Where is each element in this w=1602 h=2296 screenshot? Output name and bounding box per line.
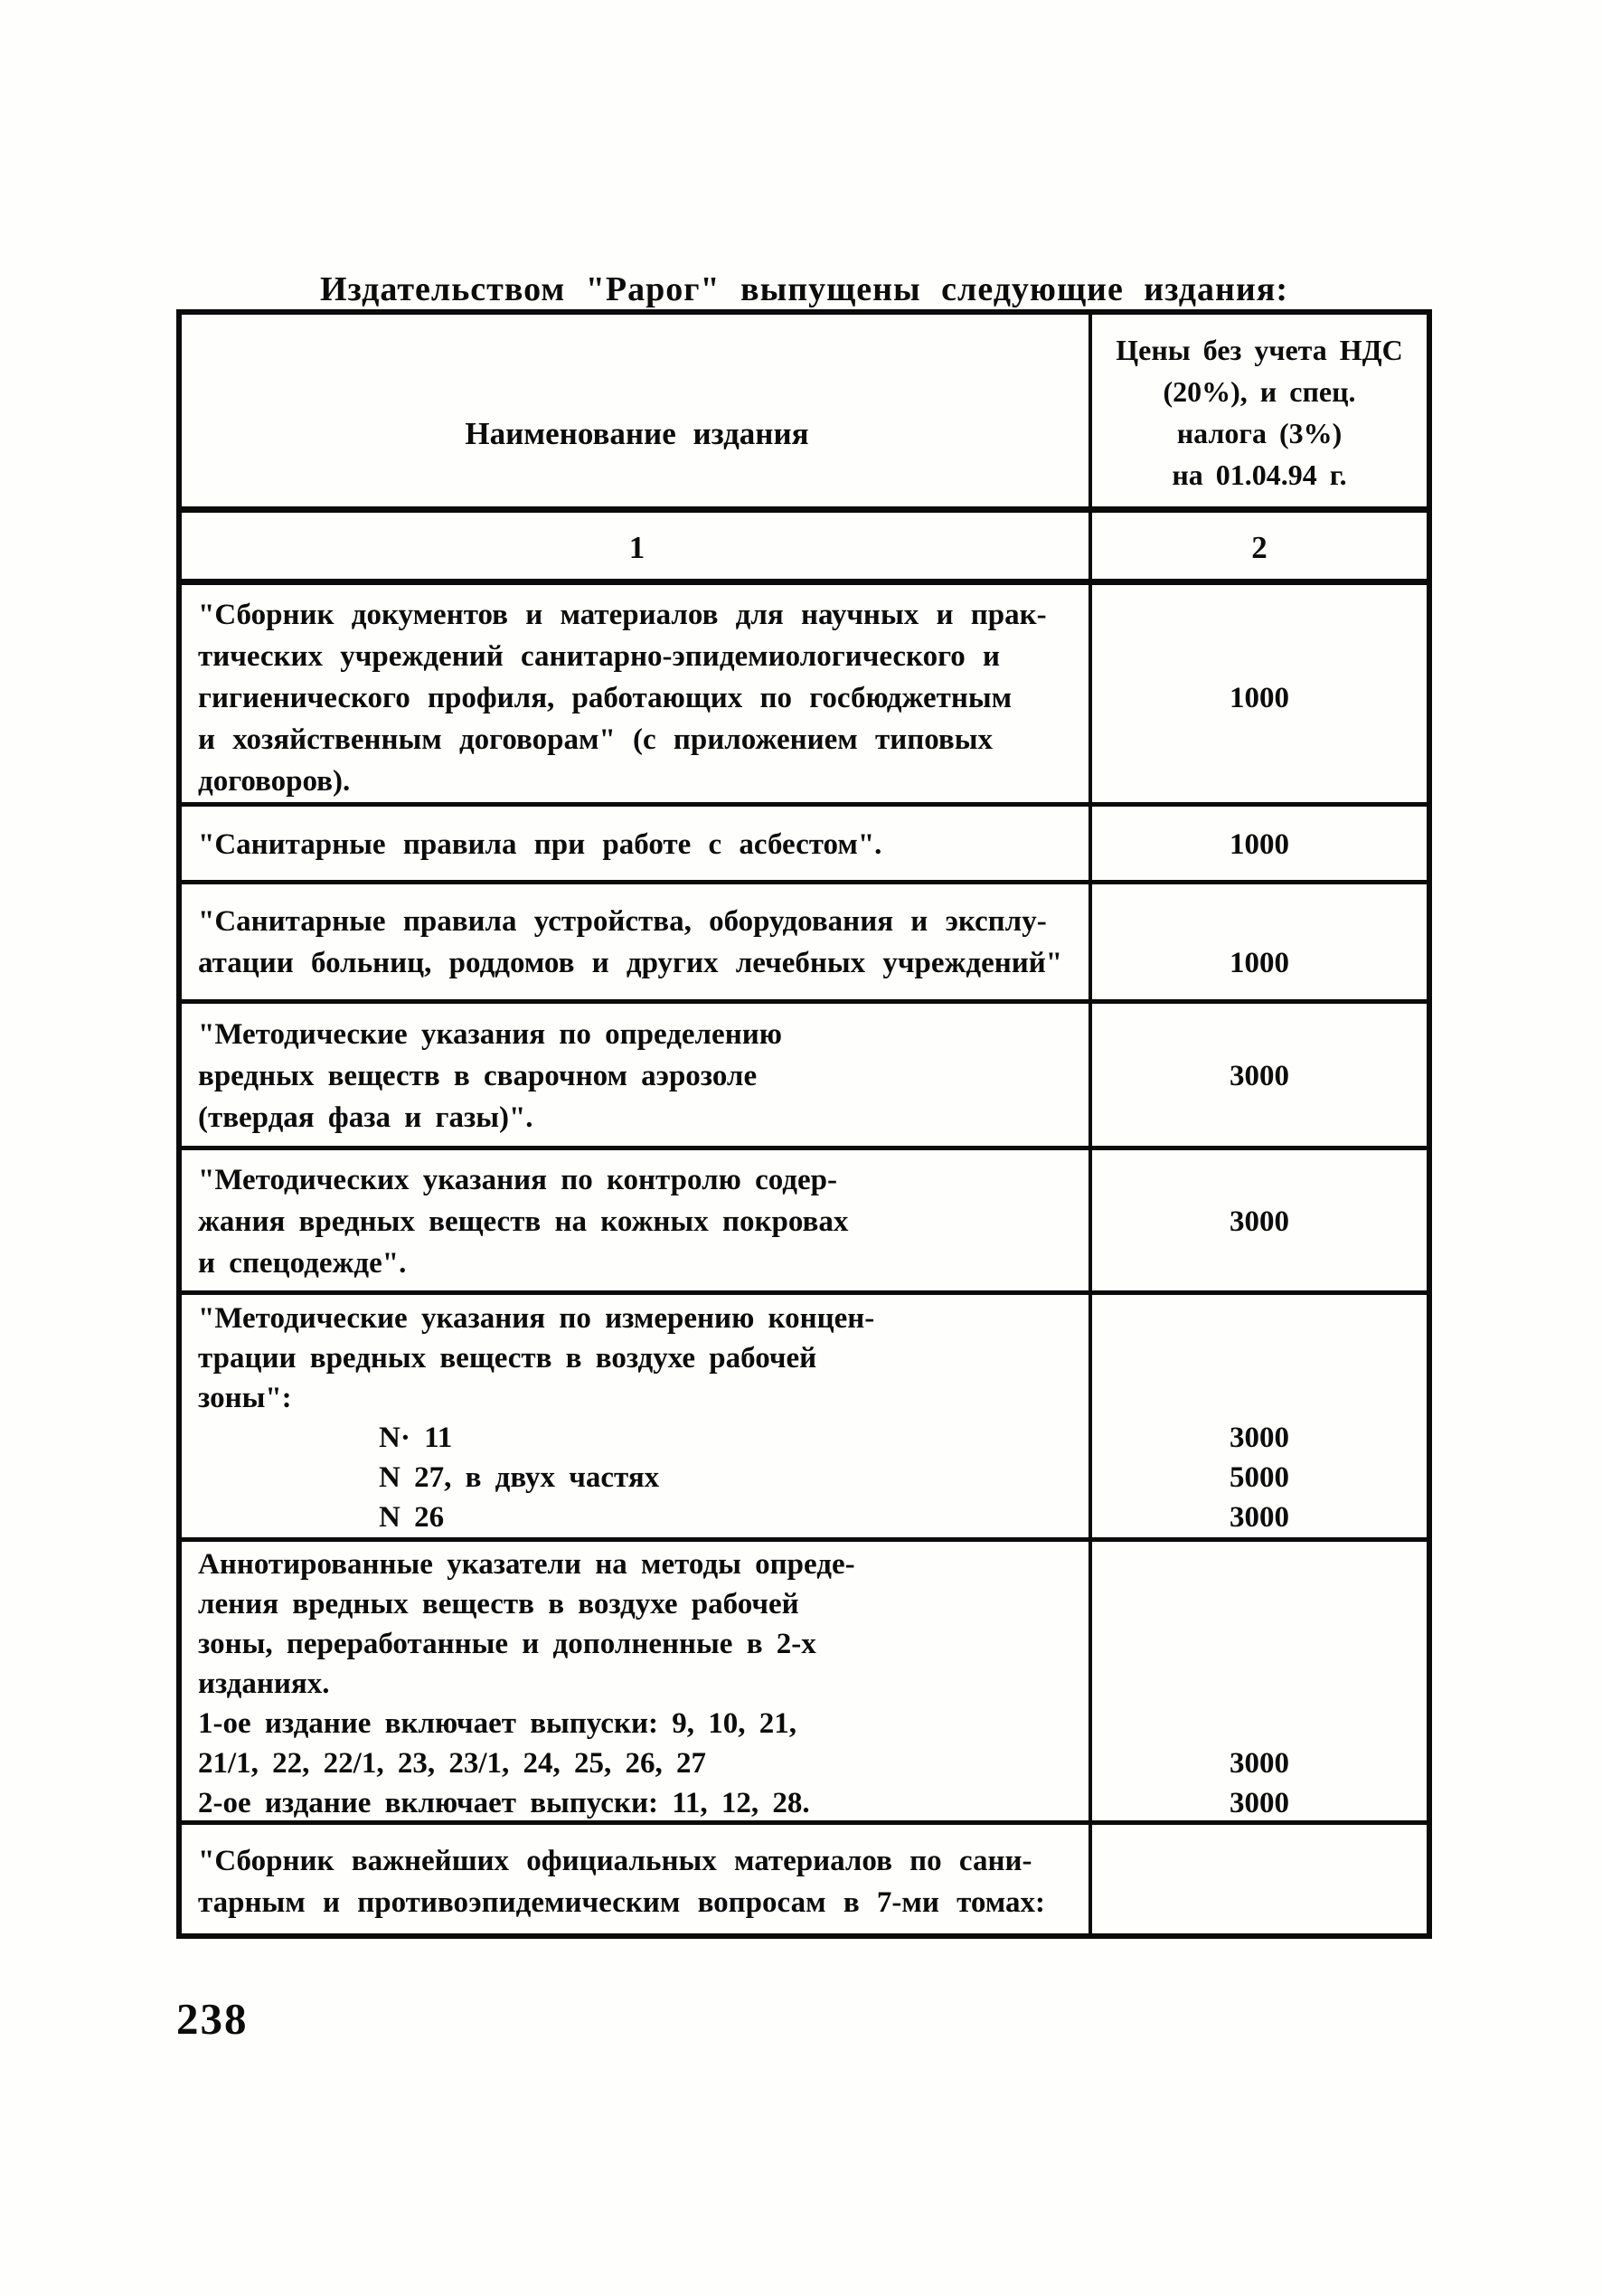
page-title: Издательством "Рарог" выпущены следующие издания: xyxy=(319,270,1289,308)
column-number-label: 1 xyxy=(628,530,646,565)
column-number-label: 2 xyxy=(1251,530,1267,565)
publication-name-line: и хозяйственным договорам" (с приложением типовых xyxy=(198,723,994,756)
publication-name xyxy=(182,1825,1092,1933)
header-price-line: (20%), и спец. xyxy=(1163,375,1356,408)
publication-name-line: тарным и противоэпидемическим вопросам в 7-ми томах: xyxy=(198,1886,1046,1919)
price-value: 3000 xyxy=(1230,1422,1289,1454)
publication-name xyxy=(182,884,1092,999)
issue-number-line: N 27, в двух частях xyxy=(379,1461,660,1494)
table-row xyxy=(182,1150,1427,1295)
price-value: 3000 xyxy=(1230,1205,1289,1238)
publication-name xyxy=(182,807,1092,880)
publication-name-line: 2-ое издание включает выпуски: 11, 12, 28. xyxy=(198,1787,810,1819)
price-line xyxy=(1092,719,1427,761)
price-value: 5000 xyxy=(1230,1461,1289,1494)
publication-name-line: "Санитарные правила при работе с асбестом". xyxy=(198,828,882,861)
table-row xyxy=(182,884,1427,1004)
price-line xyxy=(1092,901,1427,942)
publication-name-line: жания вредных веществ на кожных покровах xyxy=(198,1205,849,1238)
issue-number-line: N· 11 xyxy=(379,1422,453,1454)
table-row xyxy=(182,1825,1427,1933)
publication-name-line: тических учреждений санитарно-эпидемиологического и xyxy=(198,640,1001,673)
price-line xyxy=(1092,1299,1427,1338)
publication-name-line: 1-ое издание включает выпуски: 9, 10, 21, xyxy=(198,1707,796,1740)
publications-table xyxy=(176,309,1432,1939)
publication-name xyxy=(182,585,1092,802)
publication-price xyxy=(1092,884,1427,999)
price-line xyxy=(1092,1704,1427,1743)
publication-name-line: зоны, переработанные и дополненные в 2-х xyxy=(198,1628,816,1660)
price-line xyxy=(1092,1840,1427,1882)
column-number-2 xyxy=(1092,513,1427,579)
publication-name-line: (твердая фаза и газы)". xyxy=(198,1101,533,1134)
publication-name-line: "Методических указания по контролю содер- xyxy=(198,1164,837,1196)
publication-name-line: зоны": xyxy=(198,1382,292,1414)
column-numbers-row xyxy=(182,513,1427,585)
price-value: 1000 xyxy=(1230,682,1289,714)
publication-name-line: "Сборник важнейших официальных материалов по сани- xyxy=(198,1845,1032,1877)
publication-name-line: Аннотированные указатели на методы опреде- xyxy=(198,1548,855,1581)
price-value: 3000 xyxy=(1230,1060,1289,1092)
price-line xyxy=(1092,1545,1427,1584)
header-price-column xyxy=(1092,315,1427,506)
column-number-1 xyxy=(182,513,1092,579)
publication-name-line: договоров). xyxy=(198,765,351,798)
price-line xyxy=(1092,1624,1427,1664)
price-line xyxy=(1092,1664,1427,1704)
header-price-line: на 01.04.94 г. xyxy=(1172,458,1347,491)
price-value: 1000 xyxy=(1230,947,1289,979)
price-line xyxy=(1092,1159,1427,1201)
price-value: 1000 xyxy=(1230,828,1289,861)
publication-name-line: и спецодежде". xyxy=(198,1247,407,1280)
publication-name-line: "Сборник документов и материалов для научных и прак- xyxy=(198,599,1047,631)
page-number: 238 xyxy=(176,1994,249,2044)
publication-name-line: гигиенического профиля, работающих по госбюджетным xyxy=(198,682,1013,714)
price-value: 3000 xyxy=(1230,1787,1289,1819)
publication-name-line: атации больниц, роддомов и других лечебных учреждений" xyxy=(198,947,1063,979)
price-line xyxy=(1092,1882,1427,1923)
publication-name-line: "Методические указания по определению xyxy=(198,1018,782,1051)
publication-name-line: ления вредных веществ в воздухе рабочей xyxy=(198,1588,799,1620)
price-line xyxy=(1092,636,1427,677)
publication-name-line: "Санитарные правила устройства, оборудования и эксплу- xyxy=(198,905,1047,938)
price-line xyxy=(1092,1584,1427,1624)
price-line xyxy=(1092,1242,1427,1284)
publication-price xyxy=(1092,1542,1427,1820)
publication-name-line: трации вредных веществ в воздухе рабочей xyxy=(198,1342,817,1375)
header-name-column: Наименование издания xyxy=(182,315,1092,506)
table-header-row xyxy=(182,315,1427,513)
publication-price xyxy=(1092,807,1427,880)
price-line xyxy=(1092,761,1427,802)
price-line xyxy=(1092,1338,1427,1378)
table-row xyxy=(182,1004,1427,1150)
publication-name-line: изданиях. xyxy=(198,1668,330,1700)
publication-price xyxy=(1092,1150,1427,1290)
table-row xyxy=(182,585,1427,807)
publication-price xyxy=(1092,585,1427,802)
price-line xyxy=(1092,1378,1427,1418)
publication-name xyxy=(182,1542,1092,1820)
price-line xyxy=(1092,594,1427,636)
table-row xyxy=(182,1295,1427,1542)
publication-name xyxy=(182,1295,1092,1537)
publication-name-line: "Методические указания по измерению концен- xyxy=(198,1302,875,1335)
publication-price xyxy=(1092,1004,1427,1146)
header-price-line: Цены без учета НДС xyxy=(1116,334,1403,366)
price-value: 3000 xyxy=(1230,1747,1289,1780)
publication-price xyxy=(1092,1825,1427,1933)
publication-name-line: вредных веществ в сварочном аэрозоле xyxy=(198,1060,758,1092)
price-value: 3000 xyxy=(1230,1501,1289,1534)
table-row xyxy=(182,807,1427,884)
price-line xyxy=(1092,1014,1427,1055)
price-line xyxy=(1092,1097,1427,1139)
publication-name xyxy=(182,1150,1092,1290)
header-price-line: налога (3%) xyxy=(1176,417,1343,449)
table-row xyxy=(182,1542,1427,1825)
publication-name-line: 21/1, 22, 22/1, 23, 23/1, 24, 25, 26, 27 xyxy=(198,1747,707,1780)
publication-name xyxy=(182,1004,1092,1146)
issue-number-line: N 26 xyxy=(379,1501,445,1534)
publication-price xyxy=(1092,1295,1427,1537)
